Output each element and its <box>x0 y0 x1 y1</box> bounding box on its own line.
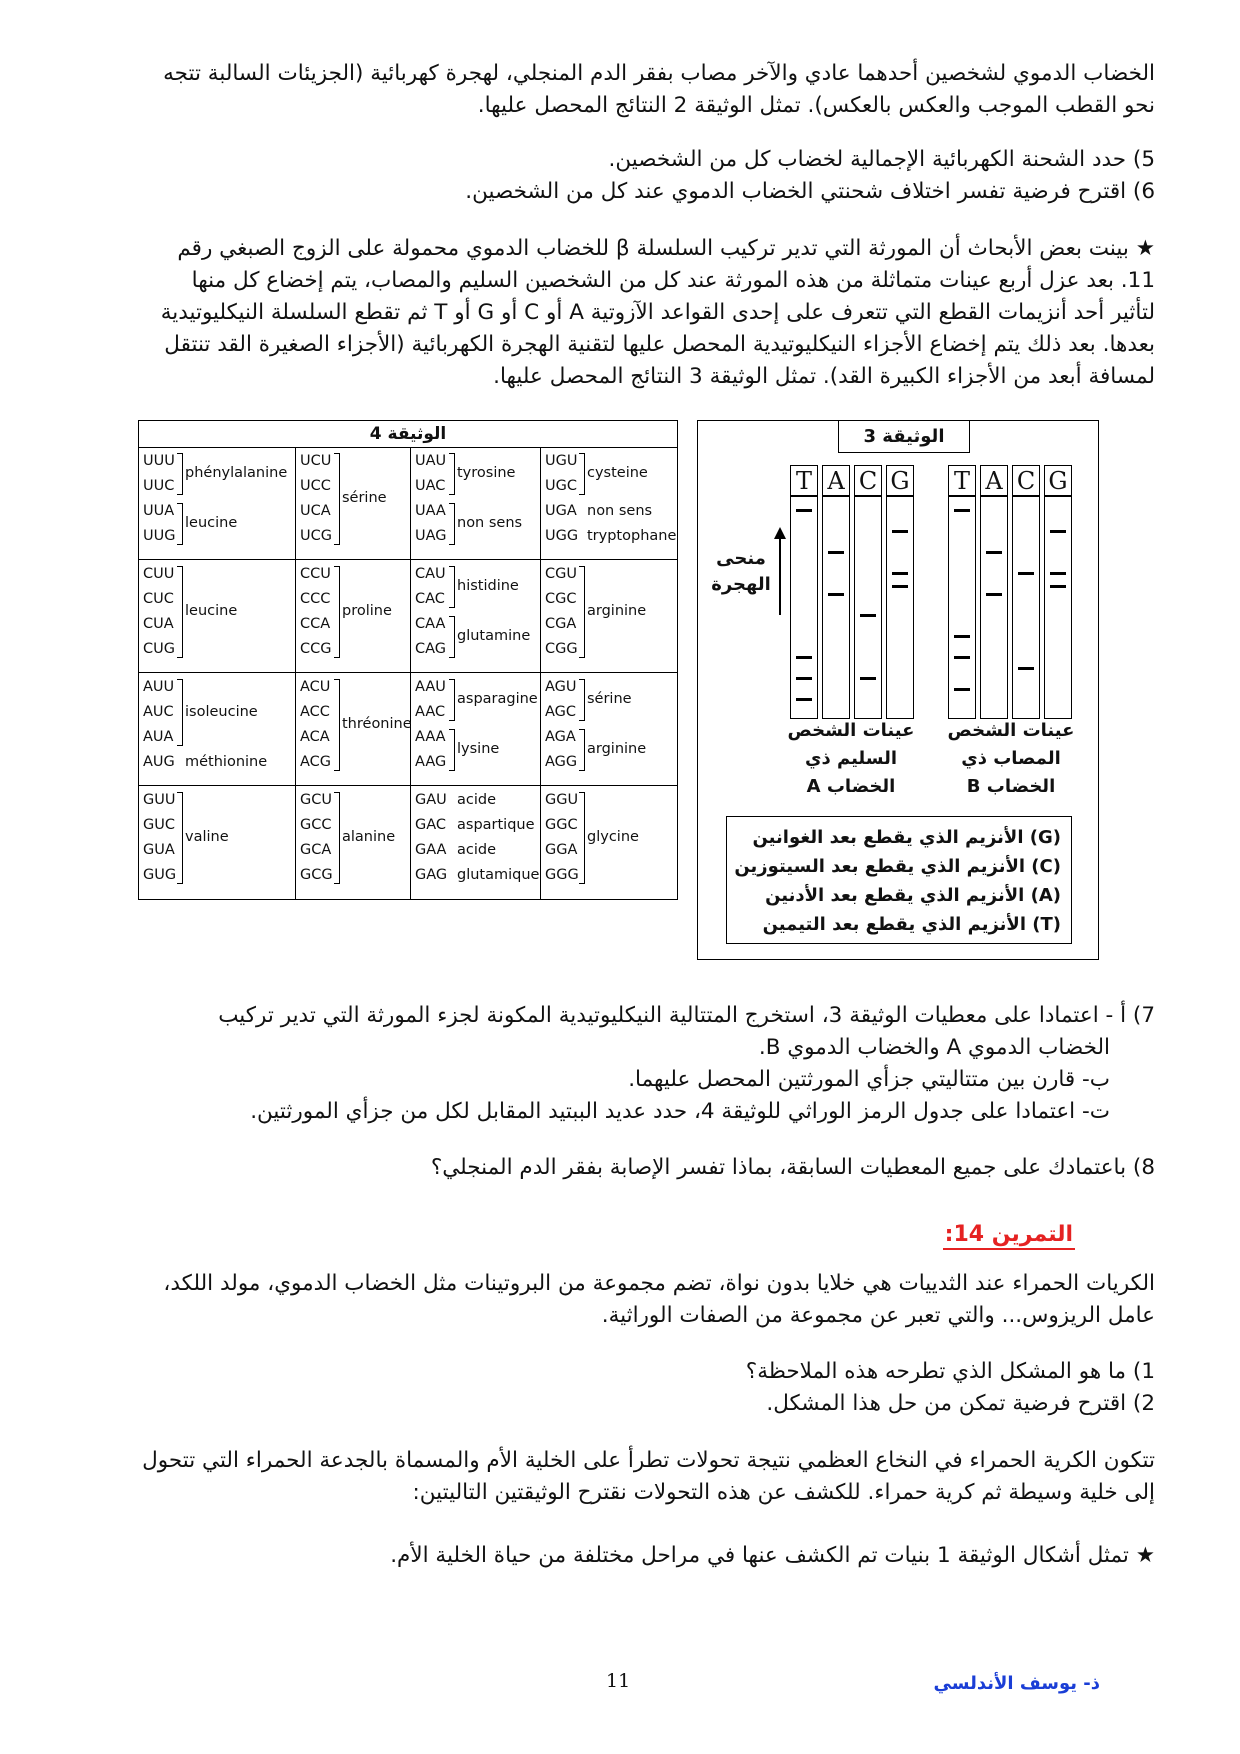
codon: CAC <box>415 591 445 607</box>
codon-block <box>139 560 296 673</box>
dna-band <box>796 677 812 680</box>
enzyme-legend <box>726 816 1072 944</box>
dna-band <box>954 688 970 691</box>
amino-acid-label: asparagine <box>457 691 538 707</box>
codon: GUA <box>143 842 175 858</box>
gel-lane <box>822 495 850 719</box>
codon-bracket <box>334 566 340 658</box>
codon-bracket <box>449 616 455 658</box>
codon-block <box>541 560 677 673</box>
codon: AUC <box>143 704 174 720</box>
dna-band <box>828 593 844 596</box>
gel-sick-person <box>948 465 1076 725</box>
codon: GCU <box>300 792 332 808</box>
amino-acid-label: tyrosine <box>457 465 516 481</box>
gel-lane <box>1012 495 1040 719</box>
intro-paragraph <box>85 58 1155 122</box>
ex14-paragraph-2 <box>85 1445 1155 1509</box>
gel-healthy-caption <box>776 717 926 801</box>
codon-bracket <box>579 792 585 884</box>
codon: GUC <box>143 817 175 833</box>
codon-block <box>296 673 411 786</box>
codon: CAG <box>415 641 447 657</box>
amino-acid-label: cysteine <box>587 465 648 481</box>
ex14-p2-line-1: تتكون الكرية الحمراء في النخاع العظمي نتيجة تحولات تطرأ على الخلية الأم والمسماة بالجدعة الحمراء التي تتحول <box>142 1448 1155 1473</box>
dna-band <box>1050 530 1066 533</box>
dna-band <box>954 509 970 512</box>
codon-bracket <box>449 566 455 608</box>
doc4-title: الوثيقة 4 <box>139 421 677 448</box>
codon: CUU <box>143 566 175 582</box>
ex14-question-1: 1) ما هو المشكل الذي تطرحه هذه الملاحظة؟ <box>745 1359 1155 1384</box>
author-name: ذ- يوسف الأندلسي <box>933 1673 1100 1694</box>
codon: GGC <box>545 817 578 833</box>
lane-header: A <box>822 465 850 497</box>
codon: AGU <box>545 679 577 695</box>
dna-band <box>892 530 908 533</box>
ex14-p2-line-2: إلى خلية وسيطة ثم كرية حمراء. للكشف عن هذه التحولات نقترح الوثيقتين التاليتين: <box>412 1480 1155 1505</box>
lane-header: C <box>1012 465 1040 497</box>
amino-acid-label: isoleucine <box>185 703 258 720</box>
question-6: 6) اقترح فرضية تفسر اختلاف شحنتي الخضاب الدموي عند كل من الشخصين. <box>465 179 1155 204</box>
codon: ACA <box>300 729 330 745</box>
intro-line-1: الخضاب الدموي لشخصين أحدهما عادي والآخر مصاب بفقر الدم المنجلي، لهجرة كهربائية (الجزيئات السالبة تتجه <box>163 61 1155 86</box>
codon-bracket <box>334 679 340 771</box>
sick-label-3: الخضاب B <box>966 776 1056 797</box>
migration-label-2: الهجرة <box>711 574 771 595</box>
question-7c: ت- اعتمادا على جدول الرمز الوراثي للوثيقة 4، حدد عديد الببتيد المقابل لكل من جزأي المورثتين. <box>250 1099 1110 1124</box>
dna-band <box>1018 572 1034 575</box>
codon: GCA <box>300 842 332 858</box>
codon: GGG <box>545 867 579 883</box>
codon: CCU <box>300 566 331 582</box>
codon-block <box>296 447 411 560</box>
codon: GAA <box>415 842 447 858</box>
codon: CCG <box>300 641 332 657</box>
codon: UGA <box>545 503 577 519</box>
doc3-title: الوثيقة 3 <box>838 421 970 453</box>
gel-healthy-person <box>790 465 918 725</box>
ex14-star-note: ★ تمثل أشكال الوثيقة 1 بنيات تم الكشف عنها في مراحل مختلفة من حياة الخلية الأم. <box>390 1543 1155 1568</box>
dna-band <box>1050 585 1066 588</box>
codon: CCC <box>300 591 331 607</box>
codon-bracket <box>177 679 183 746</box>
codon-bracket <box>449 453 455 495</box>
codon-block <box>541 447 677 560</box>
amino-acid-label: histidine <box>457 578 519 594</box>
gel-lane <box>790 495 818 719</box>
codon: CGG <box>545 641 578 657</box>
gel-lane <box>980 495 1008 719</box>
legend-g: (G) الأنزيم الذي يقطع بعد الغوانين <box>752 827 1061 848</box>
amino-acid-label: leucine <box>185 603 238 619</box>
dna-band <box>860 677 876 680</box>
codon-bracket <box>449 729 455 771</box>
amino-acid-label: sérine <box>587 691 632 707</box>
ex14-question-2: 2) اقترح فرضية تمكن من حل هذا المشكل. <box>766 1391 1155 1416</box>
codon-bracket <box>177 566 183 658</box>
codon: CAA <box>415 616 446 632</box>
ex14-p1-line-1: الكريات الحمراء عند الثدييات هي خلايا بدون نواة، تضم مجموعة من البروتينات مثل الخضاب الدموي، مولد اللكد، <box>163 1271 1155 1296</box>
codon: CAU <box>415 566 446 582</box>
codon: GAU <box>415 792 447 808</box>
codon: AUG <box>143 754 175 770</box>
codon: GCG <box>300 867 333 883</box>
codon-block <box>541 786 677 899</box>
amino-acid-label: phénylalanine <box>185 465 288 481</box>
codon: UAC <box>415 478 446 494</box>
codon: ACC <box>300 704 330 720</box>
dna-band <box>828 551 844 554</box>
codon: ACU <box>300 679 331 695</box>
codon: GAG <box>415 867 448 883</box>
codon: UAA <box>415 503 446 519</box>
dna-band <box>954 656 970 659</box>
research-paragraph <box>85 233 1155 393</box>
codon-bracket <box>177 453 183 495</box>
codon: CUA <box>143 616 174 632</box>
amino-acid-label: sérine <box>342 490 387 506</box>
codon: AGC <box>545 704 577 720</box>
codon: GGU <box>545 792 579 808</box>
dna-band <box>892 585 908 588</box>
dna-band <box>1050 572 1066 575</box>
codon-bracket <box>177 503 183 545</box>
codon-block <box>139 673 296 786</box>
lane-header: A <box>980 465 1008 497</box>
question-8: 8) باعتمادك على جميع المعطيات السابقة، بماذا تفسر الإصابة بفقر الدم المنجلي؟ <box>430 1155 1155 1180</box>
healthy-label-3: الخضاب A <box>806 776 896 797</box>
legend-t: (T) الأنزيم الذي يقطع بعد التيمين <box>762 914 1061 935</box>
genetic-code-table <box>138 420 678 900</box>
codon: UUA <box>143 503 175 519</box>
codon: UUG <box>143 528 176 544</box>
amino-acid-label: glutamine <box>457 628 531 644</box>
codon-bracket <box>579 729 585 771</box>
codon: UUC <box>143 478 175 494</box>
codon-bracket <box>449 503 455 545</box>
legend-a: (A) الأنزيم الذي يقطع بعد الأدنين <box>765 885 1061 906</box>
codon: CUC <box>143 591 174 607</box>
dna-band <box>986 593 1002 596</box>
codon-bracket <box>579 679 585 721</box>
codon: AAU <box>415 679 446 695</box>
research-line-2: 11. بعد عزل أربع عينات متماثلة من هذه المورثة عند كل من الشخصين السليم والمصاب، يتم إخضاع كل منها <box>191 268 1155 293</box>
amino-acid-label: leucine <box>185 515 238 531</box>
codon: AGG <box>545 754 578 770</box>
amino-acid-label: tryptophane <box>587 527 677 544</box>
codon: AUU <box>143 679 175 695</box>
codon: UCC <box>300 478 331 494</box>
question-5: 5) حدد الشحنة الكهربائية الإجمالية لخضاب كل من الشخصين. <box>608 147 1155 172</box>
question-7a-line-1: 7) أ - اعتمادا على معطيات الوثيقة 3، استخرج المتتالية النيكليوتيدية المكونة لجزء المورثة التي تدير تركيب <box>218 1003 1155 1028</box>
codon: GUG <box>143 867 177 883</box>
codon: UGG <box>545 528 579 544</box>
research-line-4: بعدها. بعد ذلك يتم إخضاع الأجزاء النيكليوتيدية المحصل عليها لتقنية الهجرة الكهربائية (الأجزاء الصغيرة القد تنتقل <box>164 332 1155 357</box>
lane-header: T <box>790 465 818 497</box>
codon-block <box>296 560 411 673</box>
amino-acid-label: arginine <box>587 741 647 757</box>
amino-acid-label: lysine <box>457 741 500 757</box>
amino-acid-label: alanine <box>342 829 396 845</box>
amino-acid-label: proline <box>342 603 392 619</box>
codon-block <box>139 786 296 899</box>
codon: AAC <box>415 704 446 720</box>
codon: AGA <box>545 729 576 745</box>
codon: GGA <box>545 842 578 858</box>
codon: CUG <box>143 641 175 657</box>
amino-acid-label: non sens <box>457 515 523 531</box>
codon: CGA <box>545 616 577 632</box>
codon-block <box>411 447 541 560</box>
amino-acid-label: acide <box>457 841 497 858</box>
electrophoresis-document <box>697 420 1099 960</box>
amino-acid-label: acide <box>457 791 497 808</box>
codon: CGC <box>545 591 577 607</box>
amino-acid-label: aspartique <box>457 816 535 833</box>
codon: ACG <box>300 754 332 770</box>
lane-header: G <box>1044 465 1072 497</box>
codon: UCA <box>300 503 331 519</box>
dna-band <box>796 509 812 512</box>
codon-block <box>411 673 541 786</box>
question-7a-line-2: الخضاب الدموي A والخضاب الدموي B. <box>758 1035 1110 1060</box>
ex14-paragraph-1 <box>85 1268 1155 1332</box>
amino-acid-label: glutamique <box>457 866 540 883</box>
gel-lane <box>886 495 914 719</box>
dna-band <box>986 551 1002 554</box>
dna-band <box>796 656 812 659</box>
gel-lane <box>948 495 976 719</box>
sick-label-1: عينات الشخص <box>947 720 1075 741</box>
amino-acid-label: non sens <box>587 502 653 519</box>
codon: GCC <box>300 817 332 833</box>
codon-bracket <box>579 453 585 495</box>
dna-band <box>796 698 812 701</box>
migration-label-1: منحى <box>716 548 766 569</box>
lane-header: T <box>948 465 976 497</box>
ex14-p1-line-2: عامل الريزوس... والتي تعبر عن مجموعة من الصفات الوراثية. <box>601 1303 1155 1328</box>
codon: AAG <box>415 754 447 770</box>
codon-block <box>541 673 677 786</box>
codon: CCA <box>300 616 331 632</box>
dna-band <box>892 572 908 575</box>
gel-lane <box>1044 495 1072 719</box>
gel-lane <box>854 495 882 719</box>
amino-acid-label: thréonine <box>342 716 412 732</box>
codon: UAU <box>415 453 447 469</box>
codon-block <box>139 447 296 560</box>
question-7b: ب- قارن بين متتاليتي جزأي المورثتين المحصل عليهما. <box>628 1067 1110 1092</box>
codon-bracket <box>177 792 183 884</box>
codon: GAC <box>415 817 447 833</box>
research-line-5: لمسافة أبعد من الأجزاء الكبيرة القد). تمثل الوثيقة 3 النتائج المحصل عليها. <box>493 364 1155 389</box>
codon: CGU <box>545 566 577 582</box>
sick-label-2: المصاب ذي <box>961 748 1061 769</box>
legend-c: (C) الأنزيم الذي يقطع بعد السيتوزين <box>734 856 1061 877</box>
gel-sick-caption <box>936 717 1086 801</box>
codon-block <box>411 560 541 673</box>
codon: UGC <box>545 478 577 494</box>
amino-acid-label: arginine <box>587 603 647 619</box>
dna-band <box>860 614 876 617</box>
amino-acid-label: valine <box>185 829 229 845</box>
codon-grid <box>139 447 677 899</box>
intro-line-2: نحو القطب الموجب والعكس بالعكس). تمثل الوثيقة 2 النتائج المحصل عليها. <box>477 93 1155 118</box>
codon-block <box>411 786 541 899</box>
amino-acid-label: méthionine <box>185 753 268 770</box>
lane-header: C <box>854 465 882 497</box>
research-line-3: لتأثير أحد أنزيمات القطع التي تتعرف على إحدى القواعد الآزوتية A أو C أو G أو T ثم تقطع السلسلة النيكليوتيدية <box>160 300 1155 325</box>
dna-band <box>1018 667 1034 670</box>
codon-bracket <box>579 566 585 658</box>
codon-bracket <box>334 792 340 884</box>
codon-bracket <box>449 679 455 721</box>
exercise-title: التمرين 14: <box>943 1222 1075 1250</box>
codon: UCU <box>300 453 332 469</box>
research-line-1: ★ بينت بعض الأبحاث أن المورثة التي تدير تركيب السلسلة β للخضاب الدموي محمولة على الزوج الصبغي رقم <box>177 236 1155 261</box>
codon: UAG <box>415 528 447 544</box>
codon-block <box>296 786 411 899</box>
codon: GUU <box>143 792 176 808</box>
page-number: 11 <box>606 1670 631 1692</box>
migration-direction <box>708 525 790 621</box>
codon: UUU <box>143 453 175 469</box>
lane-header: G <box>886 465 914 497</box>
codon: UGU <box>545 453 578 469</box>
dna-band <box>954 635 970 638</box>
healthy-label-2: السليم ذي <box>804 748 898 769</box>
codon: AUA <box>143 729 174 745</box>
codon: UCG <box>300 528 332 544</box>
codon: AAA <box>415 729 446 745</box>
healthy-label-1: عينات الشخص <box>787 720 915 741</box>
amino-acid-label: glycine <box>587 829 639 845</box>
codon-bracket <box>334 453 340 545</box>
